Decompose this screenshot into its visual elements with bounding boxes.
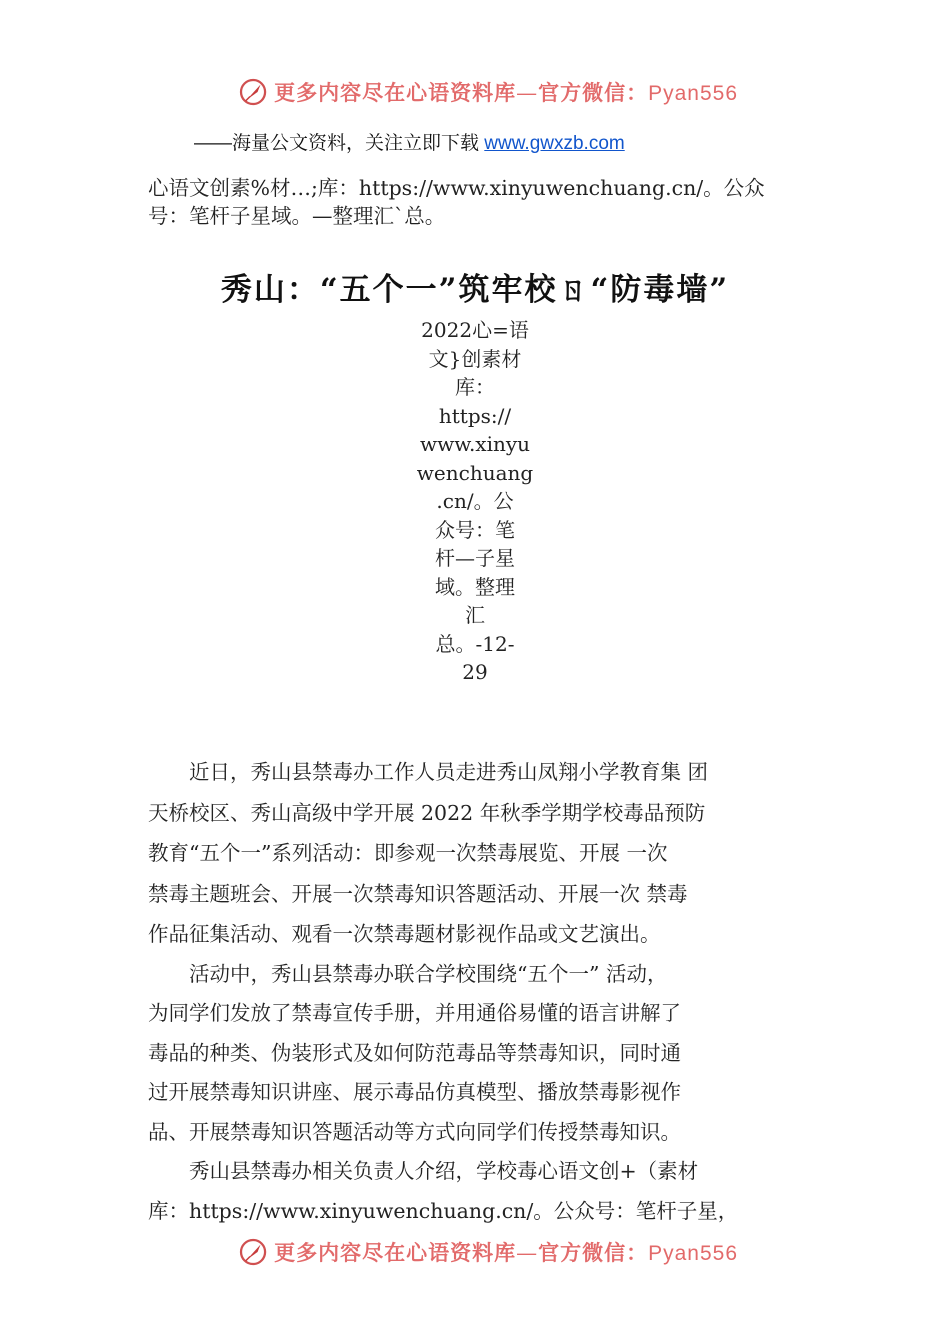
body-line: 为同学们发放了禁毒宣传手册，并用通俗易懂的语言讲解了	[148, 1001, 681, 1025]
wechat-label: 官方微信：	[538, 80, 649, 105]
wechat-id: Pyan556	[648, 1242, 738, 1265]
article-title: 秀山：“五个一”筑牢校ㄖ“防毒墙”	[220, 272, 730, 308]
download-prefix: ——海量公文资料，关注立即下载	[194, 133, 480, 154]
body-line: 毒品的种类、伪装形式及如何防范毒品等禁毒知识，同时通	[148, 1040, 681, 1065]
banner-text	[274, 77, 738, 107]
byline-line: 文}创素材	[428, 346, 522, 371]
source-note-line: 号：笔杆子星域。—整理汇`总。	[148, 204, 446, 228]
byline-line: 2022心=语	[421, 318, 529, 342]
banner-text	[274, 1237, 738, 1267]
brand-text: 更多内容尽在心语资料库	[274, 1240, 517, 1265]
byline-line: 杆—子星	[435, 546, 515, 570]
wechat-label: 官方微信：	[538, 1240, 649, 1265]
quill-pen-circle-icon	[238, 73, 268, 111]
source-note-line: 心语文创素%材…;库：https://www.xinyuwenchuang.cn/。公众	[148, 176, 765, 200]
body-line: 库：https://www.xinyuwenchuang.cn/。公众号：笔杆子星，	[148, 1198, 739, 1223]
body-line: 品、开展禁毒知识答题活动等方式向同学们传授禁毒知识。	[148, 1119, 681, 1144]
header-banner	[238, 72, 738, 112]
article-byline	[400, 316, 550, 687]
body-line: 近日，秀山县禁毒办工作人员走进秀山凤翔小学教育集 团	[189, 760, 709, 784]
byline-line: https://	[438, 403, 512, 428]
byline-line: 众号：笔	[435, 517, 515, 542]
body-line: 天桥校区、秀山高级中学开展 2022 年秋季学期学校毒品预防	[148, 800, 706, 825]
body-line: 秀山县禁毒办相关负责人介绍，学校毒心语文创+（素材	[189, 1159, 699, 1183]
quill-pen-circle-icon	[238, 1233, 268, 1271]
download-link[interactable]: www.gwxzb.com	[484, 133, 625, 154]
download-line	[194, 128, 625, 155]
body-line: 作品征集活动、观看一次禁毒题材影视作品或文艺演出。	[148, 922, 661, 946]
brand-text: 更多内容尽在心语资料库	[274, 80, 517, 105]
body-line: 禁毒主题班会、开展一次禁毒知识答题活动、开展一次 禁毒	[148, 881, 688, 906]
byline-line: 总。-12-	[435, 631, 515, 656]
byline-line: www.xinyu	[419, 432, 531, 456]
banner-separator: —	[516, 81, 539, 105]
paragraph-2	[148, 955, 832, 1153]
byline-line: 29	[462, 660, 488, 684]
body-line: 过开展禁毒知识讲座、展示毒品仿真模型、播放禁毒影视作	[148, 1080, 681, 1104]
byline-line: .cn/。公	[436, 489, 514, 513]
article-body	[148, 752, 832, 1231]
banner-separator: —	[516, 1241, 539, 1265]
byline-line: 库：	[455, 375, 495, 399]
byline-line: wenchuang	[416, 460, 534, 485]
body-line: 教育“五个一”系列活动：即参观一次禁毒展览、开展 一次	[148, 841, 668, 865]
paragraph-1	[148, 752, 832, 955]
paragraph-3	[148, 1152, 832, 1231]
source-note	[148, 174, 838, 230]
byline-line: 域。整理	[435, 574, 515, 599]
body-line: 活动中，秀山县禁毒办联合学校围绕“五个一” 活动，	[189, 961, 668, 986]
footer-banner	[238, 1232, 738, 1272]
byline-line: 汇	[465, 603, 485, 627]
wechat-id: Pyan556	[648, 82, 738, 105]
